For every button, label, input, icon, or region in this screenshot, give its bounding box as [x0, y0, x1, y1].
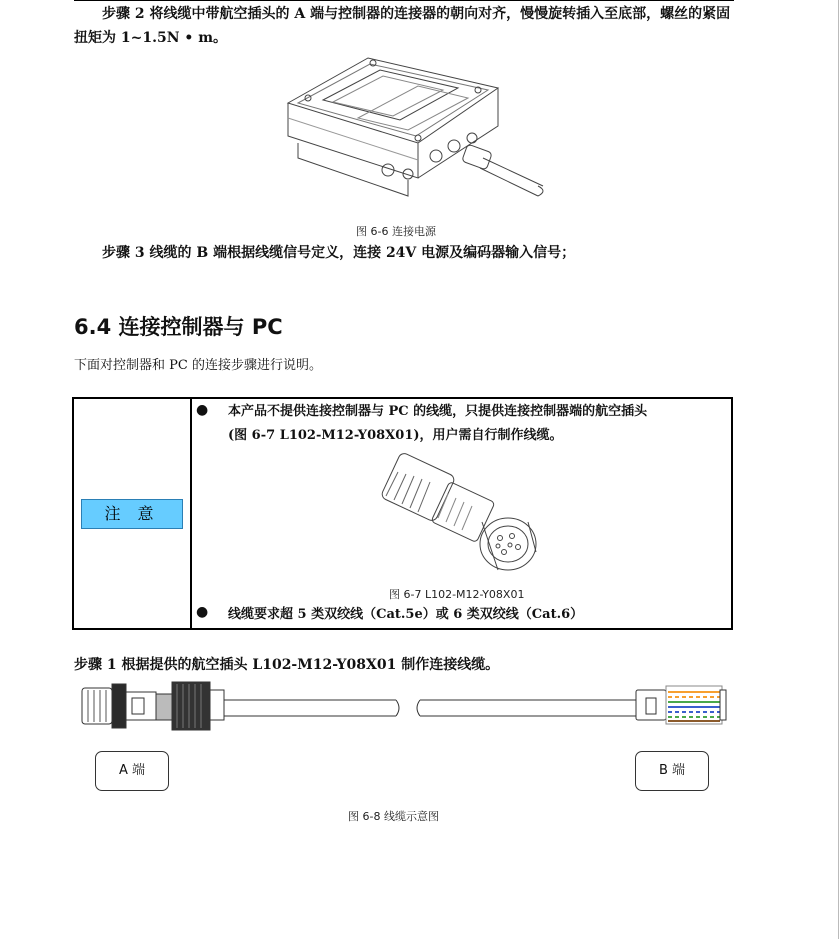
- cable-body: [224, 700, 636, 716]
- figure-6-6-caption: 图 6-6 连接电源: [356, 225, 436, 238]
- controller-illustration: [268, 48, 548, 220]
- step-2-paragraph: 步骤 2 将线缆中带航空插头的 A 端与控制器的连接器的朝向对齐，慢慢旋转插入至底部，螺丝的紧固扭矩为 1~1.5N • m。: [74, 6, 731, 46]
- bullet-2-text: 线缆要求超 5 类双绞线（Cat.5e）或 6 类双绞线（Cat.6）: [228, 607, 584, 622]
- step-3-paragraph: 步骤 3 线缆的 B 端根据线缆信号定义，连接 24V 电源及编码器输入信号；: [102, 245, 576, 261]
- section-intro: 下面对控制器和 PC 的连接步骤进行说明。: [74, 358, 322, 373]
- end-a-label: A 端: [95, 751, 169, 791]
- aviation-plug-illustration: [378, 452, 548, 580]
- bullet-1-dot: ●: [196, 402, 209, 418]
- cable-diagram: [80, 678, 730, 738]
- note-label: 注 意: [81, 499, 183, 529]
- end-b-label: B 端: [635, 751, 709, 791]
- bullet-1-line-1: 本产品不提供连接控制器与 PC 的线缆，只提供连接控制器端的航空插头: [228, 404, 648, 419]
- section-heading: 6.4 连接控制器与 PC: [74, 315, 283, 339]
- page-top-rule: [74, 0, 734, 1]
- figure-6-7-caption: 图 6-7 L102-M12-Y08X01: [389, 588, 525, 601]
- bullet-2-dot: ●: [196, 604, 209, 620]
- connector-a-plug: [82, 682, 224, 730]
- step-1-paragraph: 步骤 1 根据提供的航空插头 L102-M12-Y08X01 制作连接线缆。: [74, 657, 500, 673]
- figure-6-8-caption: 图 6-8 线缆示意图: [348, 810, 439, 823]
- bullet-1-line-2: (图 6-7 L102-M12-Y08X01)，用户需自行制作线缆。: [228, 428, 563, 443]
- connector-b-rj45: [636, 686, 726, 724]
- note-label-cell: [74, 399, 192, 628]
